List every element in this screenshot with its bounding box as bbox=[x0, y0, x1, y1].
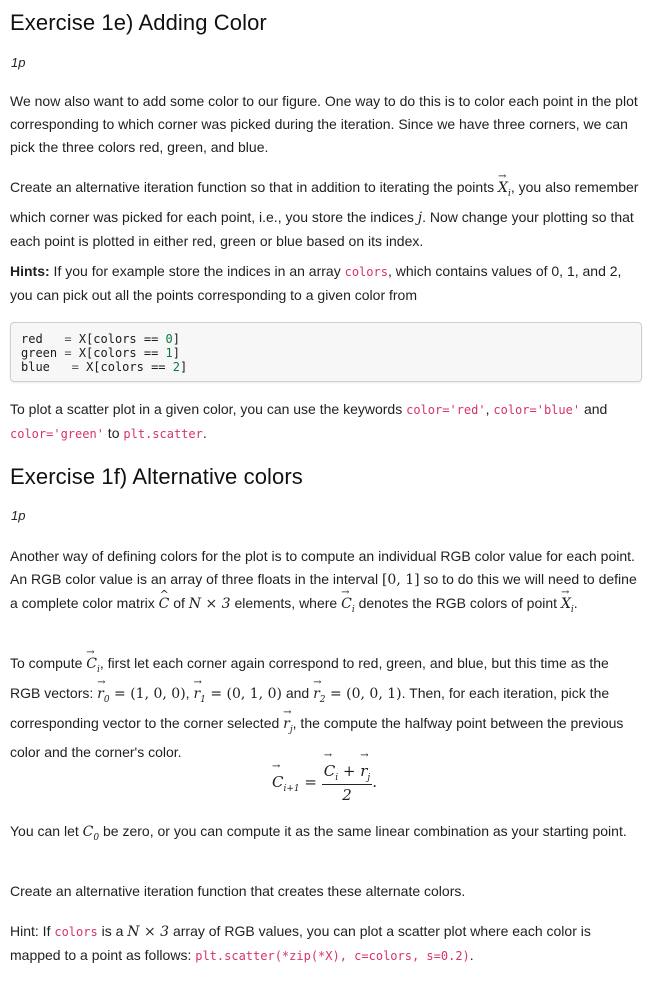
hints-label: Hints: bbox=[10, 263, 50, 279]
inline-code-plt-scatter: plt.scatter bbox=[123, 427, 203, 441]
exercise-1e-points: 1p bbox=[11, 55, 26, 70]
exercise-1f-c0-note: You can let $C_0$ be zero, or you can compute it as the same linear combination as your starting point. bbox=[10, 823, 627, 843]
math-c-hat: ^ C bbox=[159, 593, 170, 616]
code-line: red = X[colors == 0] bbox=[21, 332, 181, 346]
exercise-1e-intro: We now also want to add some color to our figure. One way to do this is to color each point in the plot corresponding to which corner was picked during the iteration. Since we have three corners, we can pick the three colors red, green, and blue. bbox=[10, 93, 638, 155]
inline-code-color-blue: color='blue' bbox=[493, 403, 581, 417]
exercise-1f-compute: To compute → $C_i$, first let each corner again correspond to red, green, and blue, but this time as the RGB vectors: → $r_0 = (1$, 0, 0), → $r_1 = (0$, 1, 0) and → $r_2 = (0$, 0, 1). Then, for each iteration, pick the corresponding vector to the corner selected → $r_j$, the compute the halfway point between the previous color and the corner's color. bbox=[10, 652, 640, 764]
exercise-1e-heading: Exercise 1e) Adding Color bbox=[10, 10, 267, 35]
math-dims: N × 3 bbox=[127, 924, 170, 940]
math-j: j bbox=[417, 209, 423, 226]
math-x-i: → $X_i$ bbox=[498, 177, 511, 206]
inline-code-scatter-call: plt.scatter(*zip(*X), c=colors, s=0.2) bbox=[195, 949, 470, 963]
inline-code-colors: colors bbox=[344, 265, 388, 279]
code-line: green = X[colors == 1] bbox=[21, 346, 180, 360]
exercise-1f-task: Create an alternative iteration function that creates these alternate colors. bbox=[10, 883, 466, 899]
exercise-1f-intro: Another way of defining colors for the plot is to compute an individual RGB color value for each point. An RGB color value is an array of three floats in the interval [0, 1] so to do this we will need to define a complete color matrix ^ C of N × 3 elements, where → $C_i$ denotes the RGB colors of point → $X_i$. bbox=[10, 545, 640, 622]
math-c-i: → $C_i$ bbox=[341, 593, 355, 622]
exercise-1f-heading: Exercise 1f) Alternative colors bbox=[10, 464, 303, 489]
exercise-1f-points: 1p bbox=[11, 508, 26, 523]
math-c-0: $C_0$ bbox=[82, 824, 100, 843]
code-block[interactable] bbox=[10, 322, 642, 382]
math-interval: [0, 1] bbox=[381, 572, 420, 588]
math-r-2: → $r_2$ bbox=[313, 683, 325, 712]
exercise-1e-hints: Hints: If you for example store the indices in an array colors, which contains values of 0, 1, and 2, you can pick out all the points corresponding to a given color from bbox=[10, 263, 622, 303]
display-equation: → $C_{i+1}$ = → $\frac{C_i + \to r_j}{2}$ . bbox=[272, 762, 377, 804]
inline-code-color-green: color='green' bbox=[10, 427, 104, 441]
math-c-i: → $C_i$ bbox=[86, 653, 100, 682]
code-line: blue = X[colors == 2] bbox=[21, 360, 188, 374]
exercise-1f-hint: Hint: If colors is a N × 3 array of RGB values, you can plot a scatter plot where each color is mapped to a point as follows: plt.scatter(*zip(*X), c=colors, s=0.2). bbox=[10, 923, 591, 963]
math-x-i: → $X_i$ bbox=[561, 593, 574, 622]
inline-code-color-red: color='red' bbox=[406, 403, 486, 417]
math-r-1: → $r_1$ bbox=[193, 683, 205, 712]
inline-code-colors: colors bbox=[54, 925, 98, 939]
exercise-1e-scatter-note: To plot a scatter plot in a given color, you can use the keywords color='red', color='blue' and color='green' to plt.scatter. bbox=[10, 401, 608, 441]
math-dims: N × 3 bbox=[188, 596, 231, 612]
exercise-1e-task: Create an alternative iteration function so that in addition to iterating the points → $X_i$, you also remember which corner was picked for each point, i.e., you store the indices j. Now change your plotting so that each point is plotted in either red, green or blue based on its index. bbox=[10, 176, 640, 253]
math-r-0: → $r_0$ bbox=[97, 683, 109, 712]
math-r-j: → $r_j$ bbox=[283, 713, 293, 742]
